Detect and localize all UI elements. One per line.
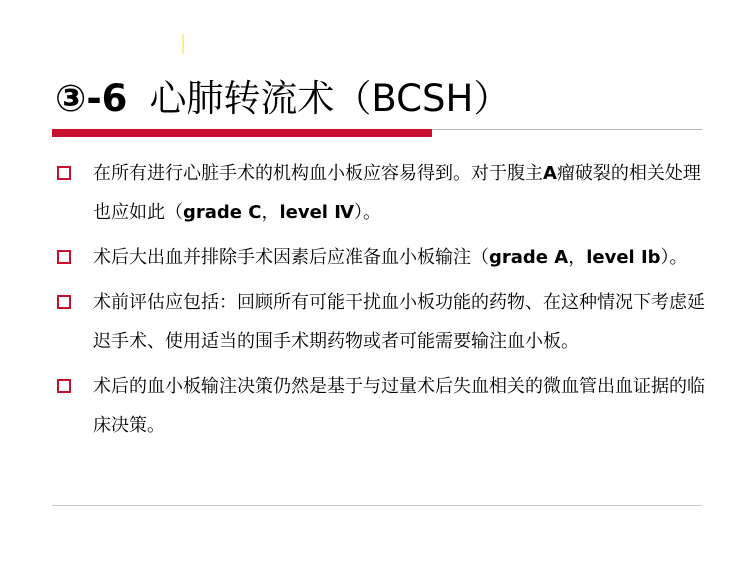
bullet-text bbox=[93, 292, 705, 352]
bullet-text bbox=[93, 247, 688, 268]
title-text: 心肺转流术（BCSH） bbox=[149, 77, 511, 120]
bullet-list bbox=[55, 154, 705, 451]
text-run-bold: A bbox=[543, 163, 557, 184]
text-run: 术后大出血并排除手术因素后应准备血小板输注（ bbox=[93, 247, 489, 268]
footer-rule bbox=[52, 505, 702, 506]
text-run-bold: grade A bbox=[489, 247, 569, 268]
bullet-text bbox=[93, 163, 701, 223]
bullet-item bbox=[55, 238, 705, 277]
bullet-item bbox=[55, 154, 705, 232]
title-underline-rule bbox=[432, 129, 702, 130]
text-run-bold: grade C bbox=[183, 202, 262, 223]
text-run: ， bbox=[261, 202, 280, 223]
text-run-bold: level Ⅳ bbox=[279, 202, 355, 223]
decorative-tick bbox=[182, 34, 184, 54]
title-number: ③-6 bbox=[55, 77, 128, 120]
text-run: 在所有进行心脏手术的机构血小板应容易得到。对于腹主 bbox=[93, 163, 543, 184]
title-underline-accent bbox=[52, 129, 432, 137]
bullet-item bbox=[55, 283, 705, 361]
text-run-bold: level Ⅰb bbox=[586, 247, 661, 268]
square-bullet-icon bbox=[57, 166, 71, 180]
text-run: 瘤破裂的相关处理也应如此（ bbox=[93, 163, 701, 223]
text-run: 术后的血小板输注决策仍然是基于与过量术后失血相关的微血管出血证据的临床决策。 bbox=[93, 376, 705, 436]
bullet-item bbox=[55, 367, 705, 445]
square-bullet-icon bbox=[57, 250, 71, 264]
text-run: ）。 bbox=[660, 247, 688, 268]
text-run: 术前评估应包括：回顾所有可能干扰血小板功能的药物、在这种情况下考虑延迟手术、使用适当的围手术期药物或者可能需要输注血小板。 bbox=[93, 292, 705, 352]
slide-title bbox=[55, 74, 510, 124]
bullet-text bbox=[93, 376, 705, 436]
square-bullet-icon bbox=[57, 295, 71, 309]
square-bullet-icon bbox=[57, 379, 71, 393]
text-run: ）。 bbox=[354, 202, 382, 223]
text-run: ， bbox=[568, 247, 587, 268]
